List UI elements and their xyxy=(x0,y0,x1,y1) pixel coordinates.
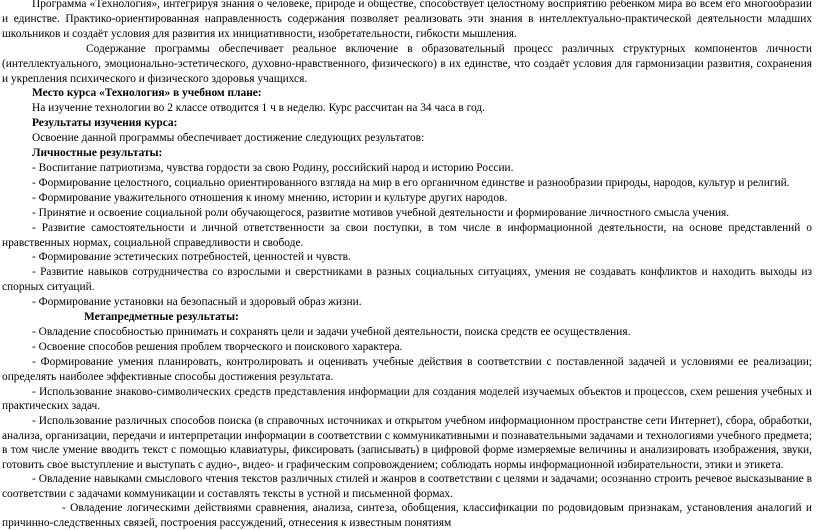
meta-item: - Освоение способов решения проблем творческого и поискового характера. xyxy=(32,340,403,353)
meta-item: - Формирование умения планировать, контролировать и оценивать учебные действия в соответствии с поставленной задачей и условиями ее реализации; определять наиболее эффективные способы достижения результата. xyxy=(2,355,812,383)
personal-item: - Воспитание патриотизма, чувства гордости за свою Родину, российский народ и историю России. xyxy=(32,161,514,174)
intro-paragraph: Программа «Технология», интегрируя знания о человеке, природе и обществе, способствует целостному восприятию ребенком мира во всем его многообразии и единстве. Практико-ориентированная направленность содержания позволяет реализовать эти знания в интеллектуально-практической деятельности младших школьников и создаёт условия для развития их инициативности, изобретательности, гибкости мышления. xyxy=(2,0,812,40)
personal-item: - Формирование уважительного отношения к иному мнению, истории и культуре других народов. xyxy=(32,191,508,204)
place-text: На изучение технологии во 2 классе отводится 1 ч в неделю. Курс рассчитан на 34 часа в год. xyxy=(32,102,485,115)
meta-item: - Использование различных способов поиска (в справочных источниках и открытом учебном информационном пространстве сети Интернет), сбора, обработки, анализа, организации, передачи и интерпретации информации в соответствии с коммуникативными и познавательными задачами и технологиями учебного предмета; в том числе умение вводить текст с помощью клавиатуры, фиксировать (записывать) в цифровой форме измеряемые величины и анализировать изображения, звуки, готовить свое выступление и выступать с аудио-, видео- и графическим сопровождением; соблюдать нормы информационной избирательности, этики и этикета. xyxy=(2,415,812,471)
meta-item: - Использование знаково-символических средств представления информации для создания моделей изучаемых объектов и процессов, схем решения учебных и практических задач. xyxy=(2,385,812,413)
place-heading: Место курса «Технология» в учебном плане: xyxy=(32,87,262,100)
personal-item: - Формирование установки на безопасный и здоровый образ жизни. xyxy=(32,296,362,309)
personal-item: - Формирование целостного, социально ориентированного взгляда на мир в его органичном единстве и разнообразии природы, народов, культур и религий. xyxy=(32,176,790,189)
meta-item: - Овладение способностью принимать и сохранять цели и задачи учебной деятельности, поиска средств ее осуществления. xyxy=(32,325,631,338)
results-heading: Результаты изучения курса: xyxy=(32,117,178,130)
personal-item: - Принятие и освоение социальной роли обучающегося, развитие мотивов учебной деятельности и формирование личностного смысла учения. xyxy=(32,206,730,219)
meta-item: - Овладение навыками смыслового чтения текстов различных стилей и жанров в соответствии с целями и задачами; осознанно строить речевое высказывание в соответствии с задачами коммуникации и составлять тексты в устной и письменной формах. xyxy=(2,473,812,500)
meta-item: - Овладение логическими действиями сравнения, анализа, синтеза, обобщения, классификации по родовидовым признакам, установления аналогий и причинно-следственных связей, построения рассуждений, отнесения к известным понятиям xyxy=(2,502,812,529)
content-paragraph: Содержание программы обеспечивает реальное включение в образовательный процесс различных структурных компонентов личности (интеллектуального, эмоционально-эстетического, духовно-нравственного, физического) в их единстве, что создаёт условия для гармонизации развития, сохранения и укрепления психического и физического здоровья учащихся. xyxy=(2,42,812,85)
personal-item: - Формирование эстетических потребностей, ценностей и чувств. xyxy=(32,251,351,264)
personal-heading: Личностные результаты: xyxy=(32,147,163,160)
results-text: Освоение данной программы обеспечивает достижение следующих результатов: xyxy=(32,132,425,145)
personal-item: - Развитие навыков сотрудничества со взрослыми и сверстниками в разных социальных ситуациях, умения не создавать конфликтов и находить выходы из спорных ситуаций. xyxy=(2,266,812,294)
meta-heading: Метапредметные результаты: xyxy=(84,311,239,324)
personal-item: - Развитие самостоятельности и личной ответственности за свои поступки, в том числе в информационной деятельности, на основе представлений о нравственных нормах, социальной справедливости и свободе. xyxy=(2,221,812,249)
